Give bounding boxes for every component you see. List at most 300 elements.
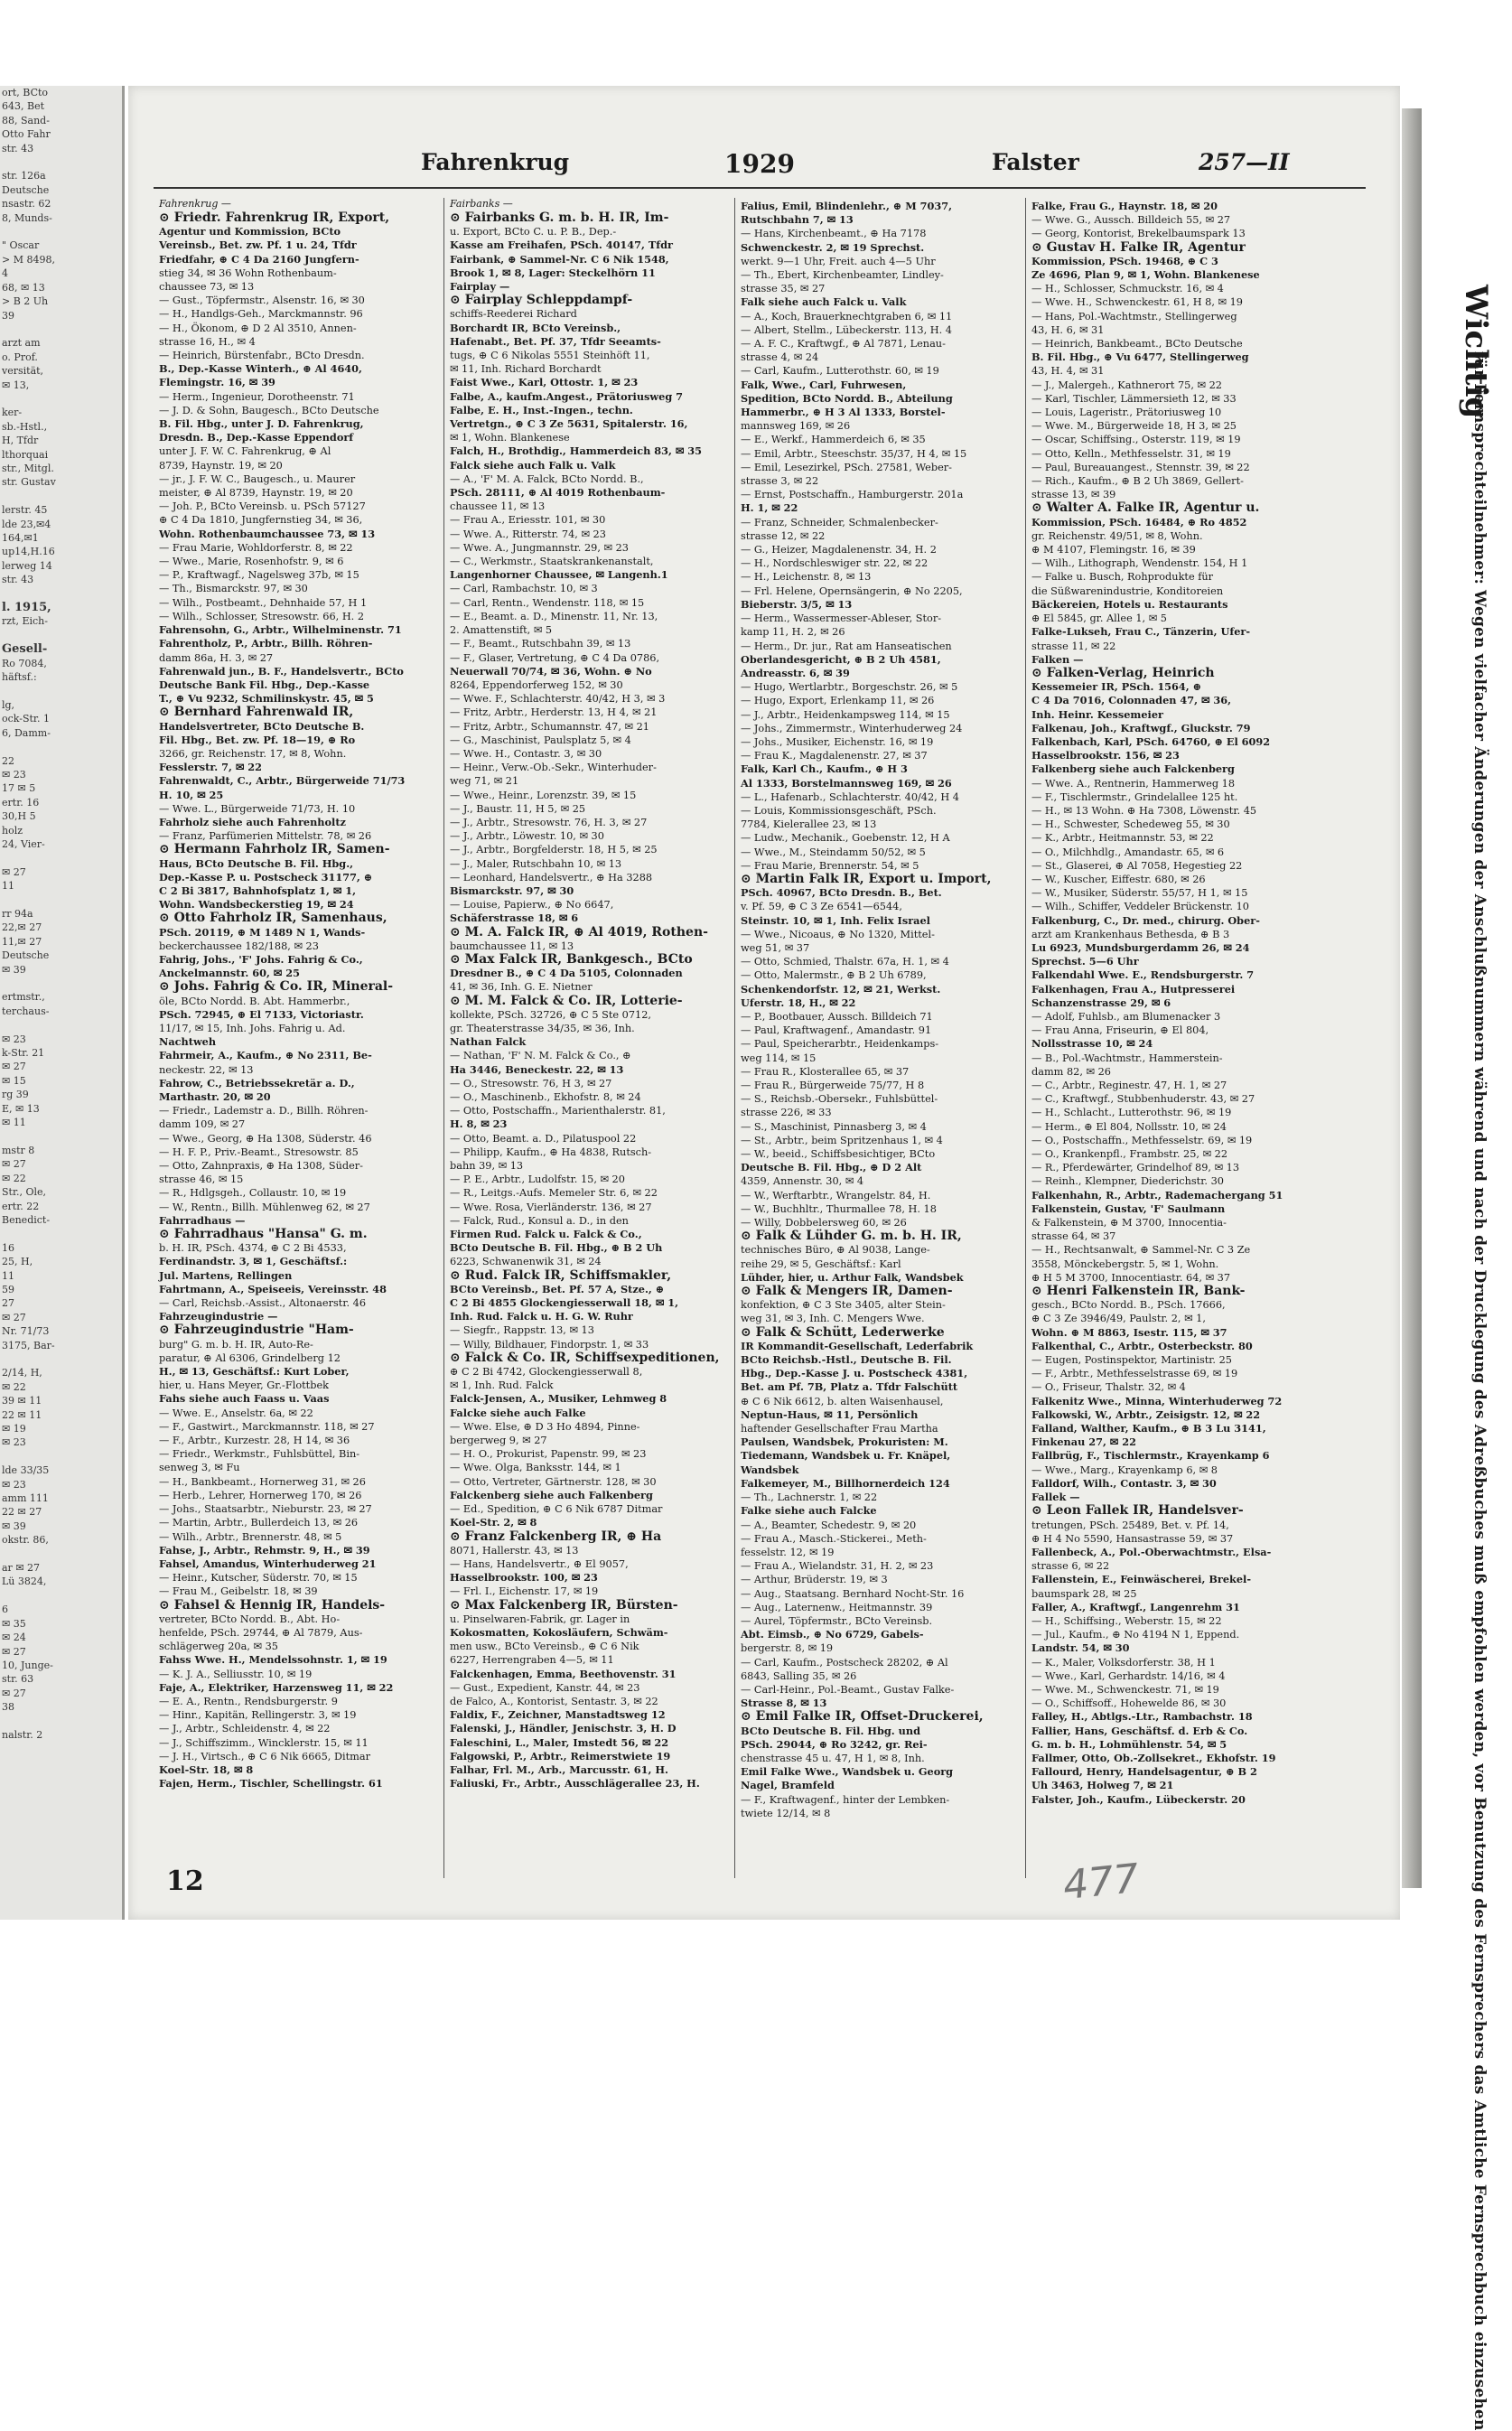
directory-entry: — Wilh., Arbtr., Brennerstr. 48, ✉ 5 xyxy=(159,1530,342,1543)
directory-entry: strasse 35, ✉ 27 xyxy=(741,283,826,295)
directory-entry: reihe 29, ✉ 5, Geschäftsf.: Karl xyxy=(741,1258,901,1270)
directory-entry: — W., beeid., Schiffsbesichtiger, BCto xyxy=(741,1148,936,1161)
directory-entry: — Carl, Rentn., Wendenstr. 118, ✉ 15 xyxy=(450,596,645,609)
directory-entry: ⊕ H 5 M 3700, Innocentiastr. 64, ✉ 37 xyxy=(1031,1271,1231,1284)
directory-entry: — Ed., Spedition, ⊕ C 6 Nik 6787 Ditmar xyxy=(450,1503,663,1516)
directory-entry: — J., Arbtr., Borgfelderstr. 18, H 5, ✉ 25 xyxy=(450,844,658,856)
left-fragment-line xyxy=(0,155,122,169)
left-fragment-line: ✉ 15 xyxy=(2,1074,26,1087)
directory-entry: Brook 1, ✉ 8, Lager: Steckelhörn 11 xyxy=(450,266,656,279)
directory-entry: — Wwe. M., Schwenckestr. 71, ✉ 19 xyxy=(1031,1683,1219,1696)
directory-entry: Falkenhahn, R., Arbtr., Rademachergang 51 xyxy=(1031,1188,1283,1201)
left-fragment-line: häftsf.: xyxy=(2,671,37,684)
directory-entry: Falkowski, W., Arbtr., Zeisigstr. 12, ✉ 22 xyxy=(1031,1407,1261,1421)
directory-entry: — Willy, Bildhauer, Findorpstr. 1, ✉ 33 xyxy=(450,1338,649,1351)
directory-entry: — Willy, Dobbelersweg 60, ✉ 26 xyxy=(741,1217,907,1230)
directory-entry: — G., Heizer, Magdalenenstr. 34, H. 2 xyxy=(741,544,937,556)
directory-entry: haftender Gesellschafter Frau Martha xyxy=(741,1423,938,1435)
directory-entry: — Aug., Laternenw., Heitmannstr. 39 xyxy=(741,1601,933,1613)
directory-entry: Falke siehe auch Falcke xyxy=(741,1504,877,1518)
left-fragment-line: Str., Ole, xyxy=(2,1186,47,1199)
left-fragment-line: lthorquai xyxy=(2,448,49,461)
directory-entry: Fallenbeck, A., Pol.-Oberwachtmstr., Elsa- xyxy=(1031,1545,1272,1558)
left-page-fragment xyxy=(0,86,125,1920)
directory-entry: Friedfahr, ⊕ C 4 Da 2160 Jungfern- xyxy=(159,252,359,266)
directory-entry: Spedition, BCto Nordd. B., Abteilung xyxy=(741,391,953,405)
directory-entry: — E., Beamt. a. D., Minenstr. 11, Nr. 13, xyxy=(450,610,658,622)
notice-title: Wichtig xyxy=(1458,285,1494,419)
directory-entry: — Wilh., Schiffer, Veddeler Brückenstr. 10 xyxy=(1031,901,1249,913)
directory-entry: — Wwe. H., Schwenckestr. 61, H 8, ✉ 19 xyxy=(1031,296,1243,309)
directory-entry: — Th., Bismarckstr. 97, ✉ 30 xyxy=(159,583,308,595)
directory-entry: Fahrenwaldt, C., Arbtr., Bürgerweide 71/73 xyxy=(159,774,406,788)
left-fragment-line: ✉ 22 xyxy=(2,1172,26,1184)
directory-entry: Falldorf, Wilh., Contastr. 3, ✉ 30 xyxy=(1031,1476,1217,1490)
directory-entry: ⊙ Henri Falkenstein IR, Bank- xyxy=(1031,1284,1246,1299)
directory-entry: — Carl, Rambachstr. 10, ✉ 3 xyxy=(450,583,598,595)
directory-entry: H., ✉ 13, Geschäftsf.: Kurt Lober, xyxy=(159,1365,350,1379)
left-fragment-line xyxy=(0,893,122,907)
directory-entry: Faje, A., Elektriker, Harzensweg 11, ✉ 22 xyxy=(159,1680,394,1694)
directory-entry: — Frau A., Masch.-Stickerei., Meth- xyxy=(741,1532,927,1545)
directory-entry: Nagel, Bramfeld xyxy=(741,1779,835,1792)
directory-entry: Marthastr. 20, ✉ 20 xyxy=(159,1090,271,1103)
left-fragment-line: Ro 7084, xyxy=(2,657,47,669)
left-page-text xyxy=(0,86,122,1742)
directory-entry: Falgowski, P., Arbtr., Reimerstwiete 19 xyxy=(450,1749,671,1762)
directory-entry: ⊙ Fahrradhaus "Hansa" G. m. xyxy=(159,1227,368,1242)
directory-entry: 2. Amattenstift, ✉ 5 xyxy=(450,624,553,637)
left-fragment-line xyxy=(0,629,122,642)
directory-entry: Fahs siehe auch Faass u. Vaas xyxy=(159,1392,330,1406)
directory-entry: ⊙ Franz Falckenberg IR, ⊕ Ha xyxy=(450,1529,662,1544)
directory-entry: unter J. F. W. C. Fahrenkrug, ⊕ Al xyxy=(159,445,331,458)
directory-entry: Oberlandesgericht, ⊕ B 2 Uh 4581, xyxy=(741,652,941,666)
directory-entry: — Louise, Papierw., ⊕ No 6647, xyxy=(450,899,614,912)
directory-entry: ✉ 11, Inh. Richard Borchardt xyxy=(450,363,602,376)
directory-entry: Fahrig, Johs., 'F' Johs. Fahrig & Co., xyxy=(159,952,363,966)
directory-entry: — S., Reichsb.-Obersekr., Fuhlsbüttel- xyxy=(741,1093,938,1106)
directory-entry: Fallek — xyxy=(1031,1491,1080,1504)
directory-entry: — Oscar, Schiffsing., Osterstr. 119, ✉ 19 xyxy=(1031,434,1241,446)
directory-entry: — Adolf, Fuhlsb., am Blumenacker 3 xyxy=(1031,1010,1221,1023)
left-fragment-line: 17 ✉ 5 xyxy=(2,782,36,795)
left-fragment-line: ✉ 39 xyxy=(2,963,26,976)
directory-entry: Falkenhagen, Frau A., Hutpresserei xyxy=(1031,982,1236,996)
directory-entry: — Wwe. A., Jungmannstr. 29, ✉ 23 xyxy=(450,541,629,554)
directory-entry: — Th., Lachnerstr. 1, ✉ 22 xyxy=(741,1491,878,1504)
directory-entry: Kasse am Freihafen, PSch. 40147, Tfdr xyxy=(450,238,673,252)
directory-entry: Falbe, E. H., Inst.-Ingen., techn. xyxy=(450,403,633,416)
directory-entry: Koel-Str. 18, ✉ 8 xyxy=(159,1762,254,1776)
directory-entry: strasse 3, ✉ 22 xyxy=(741,475,819,488)
directory-entry: — Philipp, Kaufm., ⊕ Ha 4838, Rutsch- xyxy=(450,1145,652,1158)
directory-entry: chaussee 11, ✉ 13 xyxy=(450,500,546,513)
directory-entry: — Aurel, Töpfermstr., BCto Vereinsb. xyxy=(741,1614,933,1627)
left-fragment-line xyxy=(0,851,122,865)
directory-entry: kamp 11, H. 2, ✉ 26 xyxy=(741,626,845,639)
left-fragment-line: 6 xyxy=(2,1604,8,1616)
directory-entry: — Otto, Schmied, Thalstr. 67a, H. 1, ✉ 4 xyxy=(741,956,949,968)
header-left-keyword: Fahrenkrug xyxy=(421,149,570,175)
directory-entry: Wohn. Wandsbeckerstieg 19, ✉ 24 xyxy=(159,898,354,912)
directory-entry: — H., Schlosser, Schmuckstr. 16, ✉ 4 xyxy=(1031,283,1224,295)
left-fragment-line: ker- xyxy=(2,407,23,419)
directory-entry: — F., Beamt., Rutschbahn 39, ✉ 13 xyxy=(450,638,631,650)
directory-entry: Falkenthal, C., Arbtr., Osterbeckstr. 80 xyxy=(1031,1339,1253,1352)
directory-entry: Finkenau 27, ✉ 22 xyxy=(1031,1435,1136,1449)
directory-entry: Falk, Karl Ch., Kaufm., ⊕ H 3 xyxy=(741,762,908,776)
directory-entry: Inh. Rud. Falck u. H. G. W. Ruhr xyxy=(450,1310,633,1323)
page-number: 12 xyxy=(166,1865,204,1897)
left-fragment-line: ✉ 27 xyxy=(2,1061,26,1073)
directory-entry: men usw., BCto Vereinsb., ⊕ C 6 Nik xyxy=(450,1641,639,1653)
directory-entry: — Joh. P., BCto Vereinsb. u. PSch 57127 xyxy=(159,500,366,513)
left-fragment-line xyxy=(0,1715,122,1728)
directory-entry: gr. Theaterstrasse 34/35, ✉ 36, Inh. xyxy=(450,1022,635,1034)
directory-entry: — Herm., ⊕ El 804, Nollsstr. 10, ✉ 24 xyxy=(1031,1120,1227,1133)
directory-entry: — Frau Marie, Wohldorferstr. 8, ✉ 22 xyxy=(159,541,353,554)
directory-entry: — R., Hdlgsgeh., Collaustr. 10, ✉ 19 xyxy=(159,1187,347,1200)
directory-entry: — Wilh., Schlosser, Stresowstr. 66, H. 2 xyxy=(159,610,365,622)
directory-entry: ⊕ C 6 Nik 6612, b. alten Waisenhausel, xyxy=(741,1395,944,1407)
directory-entry: Faleschini, L., Maler, Imstedt 56, ✉ 22 xyxy=(450,1735,669,1749)
directory-entry: damm 109, ✉ 27 xyxy=(159,1118,246,1131)
directory-entry: — Jul., Kaufm., ⊕ No 4194 N 1, Eppend. xyxy=(1031,1629,1240,1641)
directory-entry: ⊕ M 4107, Flemingstr. 16, ✉ 39 xyxy=(1031,544,1196,556)
directory-entry: — Fritz, Arbtr., Herderstr. 13, H 4, ✉ 21 xyxy=(450,706,658,719)
directory-entry: ⊙ Walter A. Falke IR, Agentur u. xyxy=(1031,500,1260,516)
directory-entry: 7784, Kielerallee 23, ✉ 13 xyxy=(741,818,877,831)
directory-entry: Hafenabt., Bet. Pf. 37, Tfdr Seeamts- xyxy=(450,334,661,348)
directory-entry: fesselstr. 12, ✉ 19 xyxy=(741,1546,835,1558)
directory-entry: strasse 6, ✉ 22 xyxy=(1031,1560,1110,1573)
directory-entry: — Falke u. Busch, Rohprodukte für xyxy=(1031,571,1214,584)
directory-entry: tugs, ⊕ C 6 Nikolas 5551 Steinhöft 11, xyxy=(450,350,650,362)
directory-entry: PSch. 72945, ⊕ El 7133, Victoriastr. xyxy=(159,1007,364,1021)
directory-entry: chenstrasse 45 u. 47, H 1, ✉ 8, Inh. xyxy=(741,1752,925,1764)
directory-entry: — W., Rentn., Billh. Mühlenweg 62, ✉ 27 xyxy=(159,1201,370,1213)
directory-entry: — Wwe. L., Bürgerweide 71/73, H. 10 xyxy=(159,802,356,815)
directory-entry: Faller, A., Kraftwgf., Langenrehm 31 xyxy=(1031,1600,1240,1613)
directory-entry: Vertretgn., ⊕ C 3 Ze 5631, Spitalerstr. 16, xyxy=(450,417,688,431)
directory-entry: 8264, Eppendorferweg 152, ✉ 30 xyxy=(450,678,623,691)
directory-entry: IR Kommandit-Gesellschaft, Lederfabrik xyxy=(741,1339,974,1352)
directory-entry: weg 114, ✉ 15 xyxy=(741,1052,817,1064)
directory-entry: — O., Postschaffn., Methfesselstr. 69, ✉ 19 xyxy=(1031,1134,1253,1146)
directory-entry: BCto Deutsche B. Fil. Hbg. und xyxy=(741,1724,920,1737)
directory-entry: Jul. Martens, Rellingen xyxy=(159,1268,293,1282)
directory-entry: Fallmer, Otto, Ob.-Zollsekret., Ekhofstr. 19 xyxy=(1031,1751,1276,1764)
directory-entry: — Herm., Ingenieur, Dorotheenstr. 71 xyxy=(159,390,355,403)
directory-entry: — Leonhard, Handelsvertr., ⊕ Ha 3288 xyxy=(450,871,653,884)
directory-entry: — H. F. P., Priv.-Beamt., Stresowstr. 85 xyxy=(159,1145,359,1158)
directory-entry: — W., Musiker, Süderstr. 55/57, H 1, ✉ 15 xyxy=(1031,887,1248,900)
directory-entry: ⊙ Falk & Mengers IR, Damen- xyxy=(741,1284,953,1299)
directory-entry: — J. H., Virtsch., ⊕ C 6 Nik 6665, Ditmar xyxy=(159,1750,371,1762)
left-fragment-line: ✉ 13, xyxy=(2,379,30,391)
directory-entry: — Wwe. H., Contastr. 3, ✉ 30 xyxy=(450,747,602,760)
directory-entry: — C., Arbtr., Reginestr. 47, H. 1, ✉ 27 xyxy=(1031,1080,1227,1091)
directory-entry: Falkemeyer, M., Billhornerdeich 124 xyxy=(741,1476,950,1490)
directory-entry: Hasselbrookstr. 156, ✉ 23 xyxy=(1031,749,1180,762)
left-fragment-line: H, Tfdr xyxy=(2,435,39,447)
directory-entry: — Friedr., Werkmstr., Fuhlsbüttel, Bin- xyxy=(159,1448,360,1461)
directory-entry: Fil. Hbg., Bet. zw. Pf. 18—19, ⊕ Ro xyxy=(159,733,356,746)
directory-entry: C 4 Da 7016, Colonnaden 47, ✉ 36, xyxy=(1031,694,1232,707)
directory-entry: Fallbrüg, F., Tischlermstr., Krayenkamp 6 xyxy=(1031,1449,1270,1463)
directory-entry: — Nathan, 'F' N. M. Falck & Co., ⊕ xyxy=(450,1050,631,1062)
handwritten-number: 477 xyxy=(1060,1855,1142,1910)
left-fragment-line: str., Mitgl. xyxy=(2,462,54,474)
directory-entry: Falke, Frau G., Haynstr. 18, ✉ 20 xyxy=(1031,200,1218,212)
left-fragment-line: 39 xyxy=(2,309,14,322)
directory-entry: — Arthur, Brüderstr. 19, ✉ 3 xyxy=(741,1574,888,1586)
left-fragment-line: 88, Sand- xyxy=(2,114,50,126)
directory-entry: ⊙ Falken-Verlag, Heinrich xyxy=(1031,665,1215,680)
directory-entry: u. Pinselwaren-Fabrik, gr. Lager in xyxy=(450,1613,630,1625)
directory-entry: Lühder, hier, u. Arthur Falk, Wandsbek xyxy=(741,1270,964,1284)
left-fragment-line: lerweg 14 xyxy=(2,559,52,572)
left-fragment-line xyxy=(0,740,122,753)
directory-entry: — Frau A., Eriesstr. 101, ✉ 30 xyxy=(450,514,606,527)
directory-entry: bergerstr. 8, ✉ 19 xyxy=(741,1642,834,1655)
column-2 xyxy=(444,198,735,1878)
left-fragment-line: ✉ 27 xyxy=(2,1311,26,1323)
left-fragment-line: 3175, Bar- xyxy=(2,1339,55,1351)
directory-entry: — Eugen, Postinspektor, Martinistr. 25 xyxy=(1031,1354,1232,1367)
directory-entry: Kokosmatten, Kokosläufern, Schwäm- xyxy=(450,1625,668,1639)
header-page-number: 257—II xyxy=(1199,149,1290,175)
directory-entry: 8071, Hallerstr. 43, ✉ 13 xyxy=(450,1544,579,1557)
left-fragment-line: Otto Fahr xyxy=(2,128,51,141)
directory-columns xyxy=(154,198,1319,1878)
left-fragment-line: str. 43 xyxy=(2,142,34,154)
directory-entry: 8739, Haynstr. 19, ✉ 20 xyxy=(159,459,283,472)
directory-entry: Ha 3446, Beneckestr. 22, ✉ 13 xyxy=(450,1062,624,1076)
directory-entry: — Albert, Stellm., Lübeckerstr. 113, H. 4 xyxy=(741,323,952,336)
directory-entry: ⊙ Fairplay Schleppdampf- xyxy=(450,293,633,308)
directory-entry: Flemingstr. 16, ✉ 39 xyxy=(159,376,275,389)
directory-entry: Andreasstr. 6, ✉ 39 xyxy=(741,666,850,679)
directory-entry: — Wwe., Nicoaus, ⊕ No 1320, Mittel- xyxy=(741,928,935,940)
left-fragment-line xyxy=(0,1352,122,1366)
directory-entry: — Wilh., Lithograph, Wendenstr. 154, H 1 xyxy=(1031,557,1248,570)
directory-entry: — Carl-Heinr., Pol.-Beamt., Gustav Falke- xyxy=(741,1683,955,1696)
left-fragment-line: > B 2 Uh xyxy=(2,295,49,308)
directory-entry: — Frau K., Magdalenenstr. 27, ✉ 37 xyxy=(741,750,928,762)
left-fragment-line: 38 xyxy=(2,1701,14,1714)
directory-entry: Falke-Lukseh, Frau C., Tänzerin, Ufer- xyxy=(1031,625,1251,639)
left-fragment-line: ✉ 27 xyxy=(2,1158,26,1171)
column-2-entries xyxy=(450,211,729,1791)
directory-entry: — Frl. Helene, Opernsängerin, ⊕ No 2205, xyxy=(741,584,963,597)
directory-entry: — Gust., Expedient, Kanstr. 44, ✉ 23 xyxy=(450,1681,640,1694)
directory-entry: 3266, gr. Reichenstr. 17, ✉ 8, Wohn. xyxy=(159,747,347,760)
directory-entry: — E. A., Rentn., Rendsburgerstr. 9 xyxy=(159,1695,338,1707)
directory-entry: Fesslerstr. 7, ✉ 22 xyxy=(159,761,262,774)
directory-entry: Fahrmeir, A., Kaufm., ⊕ No 2311, Be- xyxy=(159,1049,372,1062)
directory-entry: Falkenau, Joh., Kraftwgf., Gluckstr. 79 xyxy=(1031,721,1251,734)
directory-entry: Nathan Falck xyxy=(450,1035,527,1049)
directory-entry: — J., Baustr. 11, H 5, ✉ 25 xyxy=(450,802,586,815)
directory-entry: 6227, Herrengraben 4—5, ✉ 11 xyxy=(450,1654,614,1667)
left-fragment-line: 22,✉ 27 xyxy=(2,921,42,934)
left-fragment-line: 164,✉1 xyxy=(2,532,39,544)
left-fragment-line: mstr 8 xyxy=(2,1144,35,1156)
directory-entry: — J., Arbtr., Löwestr. 10, ✉ 30 xyxy=(450,830,604,843)
directory-entry: Fairbank, ⊕ Sammel-Nr. C 6 Nik 1548, xyxy=(450,252,669,266)
directory-entry: — Hugo, Wertlarbtr., Borgeschstr. 26, ✉ 5 xyxy=(741,681,958,694)
directory-entry: — F., Arbtr., Methfesselstrasse 69, ✉ 19 xyxy=(1031,1368,1238,1380)
directory-entry: Fahsel, Amandus, Winterhuderweg 21 xyxy=(159,1557,377,1570)
directory-entry: — Carl, Reichsb.-Assist., Altonaerstr. 46 xyxy=(159,1297,367,1310)
directory-entry: Al 1333, Borstelmannsweg 169, ✉ 26 xyxy=(741,776,952,790)
directory-entry: — Frau Marie, Brennerstr. 54, ✉ 5 xyxy=(741,859,919,872)
book-edge xyxy=(1402,108,1422,1888)
left-fragment-line: ✉ 24 xyxy=(2,1632,26,1644)
directory-entry: 43, H. 6, ✉ 31 xyxy=(1031,323,1105,336)
notice-text: für Fernsprechteilnehmer: Wegen vielfacher Änderungen der Anschlußnummern während und nach der Drucklegung des Adreßbuches muß empfohlen werden, vor Benutzung des Fernsprechers das Amtliche Fernsprechbuch einzusehen xyxy=(1470,351,1489,2431)
directory-entry: stieg 34, ✉ 36 Wohn Rothenbaum- xyxy=(159,266,337,279)
left-fragment-line: ✉ 11 xyxy=(2,1117,26,1129)
directory-entry: Nollsstrasse 10, ✉ 24 xyxy=(1031,1037,1153,1051)
directory-entry: 41, ✉ 36, Inh. G. E. Nietner xyxy=(450,981,593,994)
left-fragment-line xyxy=(0,684,122,697)
directory-entry: meister, ⊕ Al 8739, Haynstr. 19, ✉ 20 xyxy=(159,487,353,500)
directory-entry: ⊙ Friedr. Fahrenkrug IR, Export, xyxy=(159,210,390,225)
column-1-continuation: Fahrenkrug — xyxy=(159,198,231,210)
directory-entry: — H., Bankbeamt., Hornerweg 31, ✉ 26 xyxy=(159,1475,366,1488)
left-fragment-line: ✉ 23 xyxy=(2,1033,26,1045)
left-fragment-line: ertr. 16 xyxy=(2,796,40,809)
directory-entry: Anckelmannstr. 60, ✉ 25 xyxy=(159,967,300,980)
directory-entry: Fallier, Hans, Geschäftsf. d. Erb & Co. xyxy=(1031,1724,1248,1737)
directory-entry: u. Export, BCto C. u. P. B., Dep.- xyxy=(450,226,617,238)
directory-entry: — Rich., Kaufm., ⊕ B 2 Uh 3869, Gellert- xyxy=(1031,475,1244,488)
left-fragment-line xyxy=(0,1018,122,1032)
directory-entry: — Paul, Bureauangest., Stennstr. 39, ✉ 22 xyxy=(1031,461,1250,473)
directory-entry: Falkendahl Wwe. E., Rendsburgerstr. 7 xyxy=(1031,968,1255,982)
directory-entry: öle, BCto Nordd. B. Abt. Hammerbr., xyxy=(159,995,350,1007)
directory-entry: Fallourd, Henry, Handelsagentur, ⊕ B 2 xyxy=(1031,1765,1257,1779)
directory-entry: — Wwe. A., Rentnerin, Hammerweg 18 xyxy=(1031,777,1236,790)
directory-entry: ⊙ Max Falck IR, Bankgesch., BCto xyxy=(450,951,693,967)
directory-entry: Koel-Str. 2, ✉ 8 xyxy=(450,1516,537,1529)
directory-entry: — Fritz, Arbtr., Schumannstr. 47, ✉ 21 xyxy=(450,720,649,733)
directory-entry: Lu 6923, Mundsburgerdamm 26, ✉ 24 xyxy=(1031,940,1250,954)
directory-entry: Bäckereien, Hotels u. Restaurants xyxy=(1031,597,1228,611)
left-fragment-line: 22 ✉ 27 xyxy=(2,1506,42,1519)
directory-entry: ⊙ Leon Fallek IR, Handelsver- xyxy=(1031,1503,1244,1519)
left-fragment-line: ✉ 27 xyxy=(2,1687,26,1699)
directory-entry: — Wwe. M., Bürgerweide 18, H 3, ✉ 25 xyxy=(1031,420,1237,433)
left-fragment-line: ✉ 22 xyxy=(2,1380,26,1393)
left-fragment-line: ar ✉ 27 xyxy=(2,1562,41,1575)
left-fragment-line: sb.-Hstl., xyxy=(2,420,48,433)
directory-entry: H. 10, ✉ 25 xyxy=(159,788,224,801)
left-fragment-line: Gesell- xyxy=(2,642,48,657)
left-fragment-line xyxy=(0,1129,122,1143)
left-fragment-line: ertr. 22 xyxy=(2,1200,40,1212)
left-fragment-line: ✉ 39 xyxy=(2,1519,26,1532)
left-fragment-line: l. 1915, xyxy=(2,601,51,615)
directory-entry: BCto Reichsb.-Hstl., Deutsche B. Fil. xyxy=(741,1353,952,1367)
directory-entry: Falkenbach, Karl, PSch. 64760, ⊕ El 6092 xyxy=(1031,734,1271,748)
directory-entry: 11/17, ✉ 15, Inh. Johs. Fahrig u. Ad. xyxy=(159,1022,346,1034)
directory-entry: — K. J. A., Selliusstr. 10, ✉ 19 xyxy=(159,1668,313,1680)
left-fragment-line: arzt am xyxy=(2,337,41,350)
directory-entry: Falkenberg siehe auch Falckenberg xyxy=(1031,762,1235,776)
directory-entry: Vereinsb., Bet. zw. Pf. 1 u. 24, Tfdr xyxy=(159,238,357,252)
directory-entry: — O., Friseur, Thalstr. 32, ✉ 4 xyxy=(1031,1381,1186,1394)
directory-entry: ⊙ Fairbanks G. m. b. H. IR, Im- xyxy=(450,210,669,225)
directory-entry: — Siegfr., Rappstr. 13, ✉ 13 xyxy=(450,1324,594,1337)
left-fragment-line: ✉ 23 xyxy=(2,1436,26,1449)
directory-entry: Schanzenstrasse 29, ✉ 6 xyxy=(1031,996,1171,1009)
directory-entry: — J., Arbtr., Stresowstr. 76, H. 3, ✉ 27 xyxy=(450,816,648,828)
column-1-entries xyxy=(159,211,438,1791)
directory-entry: strasse 4, ✉ 24 xyxy=(741,351,819,364)
left-fragment-line: 2/14, H, xyxy=(2,1367,42,1379)
directory-entry: — Louis, Lageristr., Prätoriusweg 10 xyxy=(1031,407,1222,419)
left-fragment-line: ✉ 19 xyxy=(2,1423,26,1435)
directory-entry: ⊕ C 2 Bi 4742, Glockengiesserwall 8, xyxy=(450,1366,643,1379)
directory-entry: — A., 'F' M. A. Falck, BCto Nordd. B., xyxy=(450,472,644,485)
directory-entry: Deutsche Bank Fil. Hbg., Dep.-Kasse xyxy=(159,678,370,691)
directory-entry: Falley, H., Abtlgs.-Ltr., Rambachstr. 18 xyxy=(1031,1710,1253,1724)
directory-entry: Fahrenwald jun., B. F., Handelsvertr., BCto xyxy=(159,664,404,678)
directory-entry: — Frl. I., Eichenstr. 17, ✉ 19 xyxy=(450,1585,599,1598)
directory-entry: ⊙ M. A. Falck IR, ⊕ Al 4019, Rothen- xyxy=(450,924,708,940)
directory-entry: — Heinr., Kutscher, Süderstr. 70, ✉ 15 xyxy=(159,1572,358,1585)
left-fragment-line: Lü 3824, xyxy=(2,1575,47,1588)
directory-entry: bahn 39, ✉ 13 xyxy=(450,1160,524,1173)
directory-entry: chaussee 73, ✉ 13 xyxy=(159,281,255,294)
left-fragment-line xyxy=(0,587,122,601)
directory-entry: Bismarckstr. 97, ✉ 30 xyxy=(450,884,574,897)
directory-entry: de Falco, A., Kontorist, Sentastr. 3, ✉ 22 xyxy=(450,1695,658,1707)
directory-entry: Abt. Eimsb., ⊕ No 6729, Gabels- xyxy=(741,1628,924,1641)
directory-entry: — Reinh., Klempner, Diederichstr. 30 xyxy=(1031,1175,1224,1188)
directory-entry: v. Pf. 59, ⊕ C 3 Ze 6541—6544, xyxy=(741,901,902,913)
directory-entry: Haus, BCto Deutsche B. Fil. Hbg., xyxy=(159,856,354,870)
directory-entry: ⊙ M. M. Falck & Co. IR, Lotterie- xyxy=(450,993,683,1008)
directory-entry: bergerweg 9, ✉ 27 xyxy=(450,1435,547,1447)
directory-entry: Bieberstr. 3/5, ✉ 13 xyxy=(741,597,853,611)
left-fragment-line: ort, BCto xyxy=(2,87,49,98)
directory-entry: — H., ✉ 13 Wohn. ⊕ Ha 7308, Löwenstr. 45 xyxy=(1031,804,1257,817)
left-fragment-line: ✉ 35 xyxy=(2,1617,26,1630)
left-fragment-line: 24, Vier- xyxy=(2,837,45,850)
directory-entry: — P., Kraftwagf., Nagelsweg 37b, ✉ 15 xyxy=(159,569,359,582)
directory-entry: — Wwe., Georg, ⊕ Ha 1308, Süderstr. 46 xyxy=(159,1132,372,1145)
directory-entry: Fajen, Herm., Tischler, Schellingstr. 61 xyxy=(159,1777,383,1791)
directory-entry: — F., Tischlermstr., Grindelallee 125 ht. xyxy=(1031,790,1238,803)
directory-entry: — Heinrich, Bürstenfabr., BCto Dresdn. xyxy=(159,350,365,362)
directory-entry: — W., Werftarbtr., Wrangelstr. 84, H. xyxy=(741,1189,931,1201)
directory-entry: — Louis, Kommissionsgeschäft, PSch. xyxy=(741,804,937,817)
left-fragment-line: lerstr. 45 xyxy=(2,504,48,517)
directory-entry: — C., Kraftwgf., Stubbenhuderstr. 43, ✉ 27 xyxy=(1031,1093,1255,1106)
directory-entry: — Carl, Kaufm., Postscheck 28202, ⊕ Al xyxy=(741,1656,948,1669)
directory-entry: — Herb., Lehrer, Hornerweg 170, ✉ 26 xyxy=(159,1489,362,1501)
left-fragment-line: lde 23,✉4 xyxy=(2,518,51,530)
directory-entry: G. m. b. H., Lohmühlenstr. 54, ✉ 5 xyxy=(1031,1737,1227,1751)
directory-entry: — Wwe., Marie, Rosenhofstr. 9, ✉ 6 xyxy=(159,556,344,568)
directory-entry: — J., Arbtr., Schleidenstr. 4, ✉ 22 xyxy=(159,1723,331,1735)
directory-entry: kollekte, PSch. 32726, ⊕ C 5 Ste 0712, xyxy=(450,1008,652,1021)
